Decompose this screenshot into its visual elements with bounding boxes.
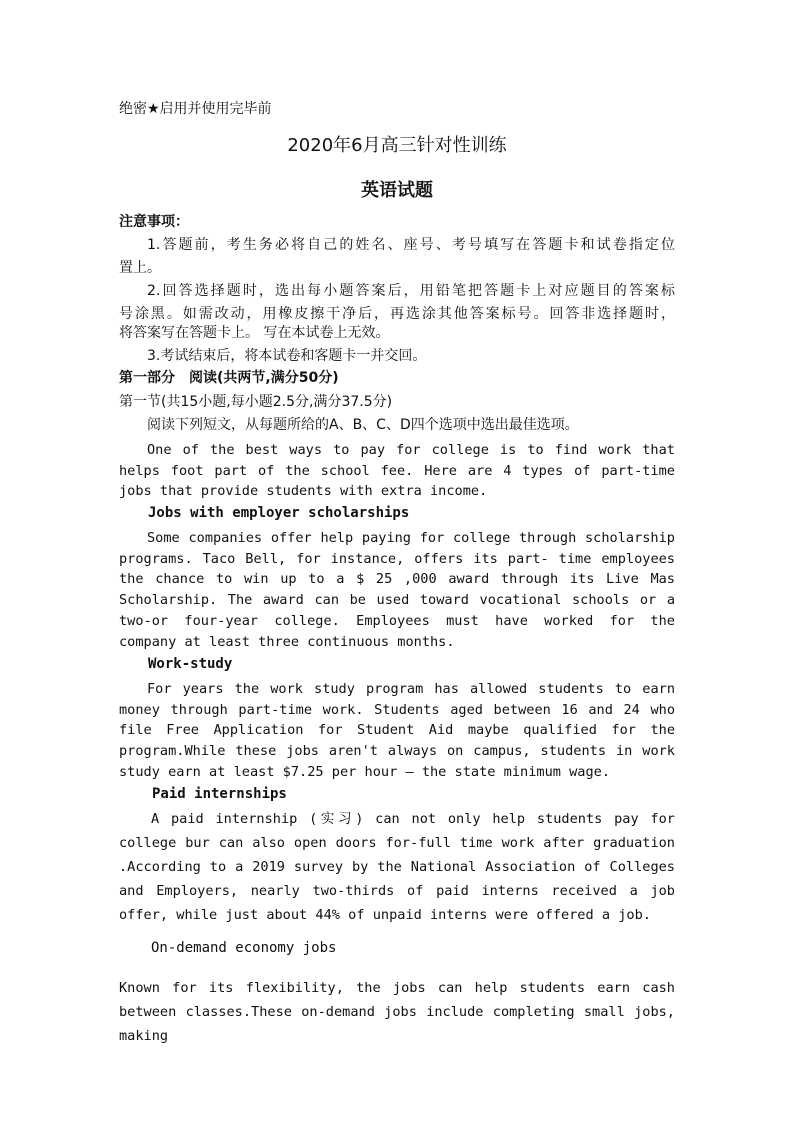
section-title-scholarships: Jobs with employer scholarships [148, 505, 410, 521]
on-demand-text: Known for its flexibility, the jobs can help students earn cash between classes.These on-demand jobs include completing small jobs, making [119, 980, 675, 1044]
notice-item2-line3: 将答案写在答题卡上。 写在本试卷上无效。 [119, 325, 390, 341]
notice-item1-line2: 置上。 [119, 260, 161, 276]
work-study-text: For years the work study program has allowed students to earn money through part-time work. Students aged between 16 and 24 who file Free Application for Student Aid maybe qualified for the program.While these jobs aren't always on campus, students in work study earn at least $7.25 per hour — the state minimum wage. [119, 681, 675, 780]
section-body-on-demand [119, 976, 675, 1048]
notice-heading: 注意事项： [119, 214, 189, 230]
section-body-work-study [119, 679, 675, 783]
section-body-scholarships [119, 528, 675, 652]
section-title-on-demand: On-demand economy jobs [151, 940, 337, 956]
internships-text: A paid internship (实习) can not only help students pay for college bur can also open doors for-full time work after graduation .According to a 2019 survey by the National Association of Colleges and Employers, nearly two-thirds of paid interns received a job offer, while just about 44% of unpaid interns were offered a job. [119, 811, 675, 923]
passage-intro [119, 440, 675, 502]
section-title-work-study: Work-study [148, 656, 233, 672]
passage-intro-text: One of the best ways to pay for college is to find work that helps foot part of the school fee. Here are 4 types of part-time jobs that provide students with extra income. [119, 442, 675, 499]
scholarships-text: Some companies offer help paying for college through scholarship programs. Taco Bell, for instance, offers its part- time employees the chance to win up to a $ 25 ,000 award through its Live Mas Scholarship. The award can be used toward vocational schools or a two-or four-year college. Employees must have worked for the company at least three continuous months. [119, 530, 675, 650]
subject-title: 英语试题 [361, 180, 433, 201]
notice-item2-line2: 号涂黑。如需改动，用橡皮擦干净后，再选涂其他答案标号。回答非选择题时， [119, 306, 675, 322]
notice-item1-line1: 1.答题前，考生务必将自己的姓名、座号、考号填写在答题卡和试卷指定位 [147, 237, 675, 253]
notice-item3: 3.考试结束后，将本试卷和客题卡一并交回。 [147, 348, 427, 364]
reading-instruction: 阅读下列短文，从每题所给的A、B、C、D四个选项中选出最佳选项。 [147, 417, 579, 433]
notice-item2-line1: 2.回答选择题时，选出每小题答案后，用铅笔把答题卡上对应题目的答案标 [147, 283, 675, 299]
exam-title: 2020年6月高三针对性训练 [287, 135, 507, 156]
section1-heading: 第一节(共15小题,每小题2.5分,满分37.5分) [119, 394, 393, 410]
section-title-internships: Paid internships [152, 786, 287, 802]
part1-heading: 第一部分 阅读(共两节,满分50分) [119, 370, 339, 386]
section-body-internships [119, 807, 675, 927]
confidential-label: 绝密★启用并使用完毕前 [119, 101, 272, 117]
